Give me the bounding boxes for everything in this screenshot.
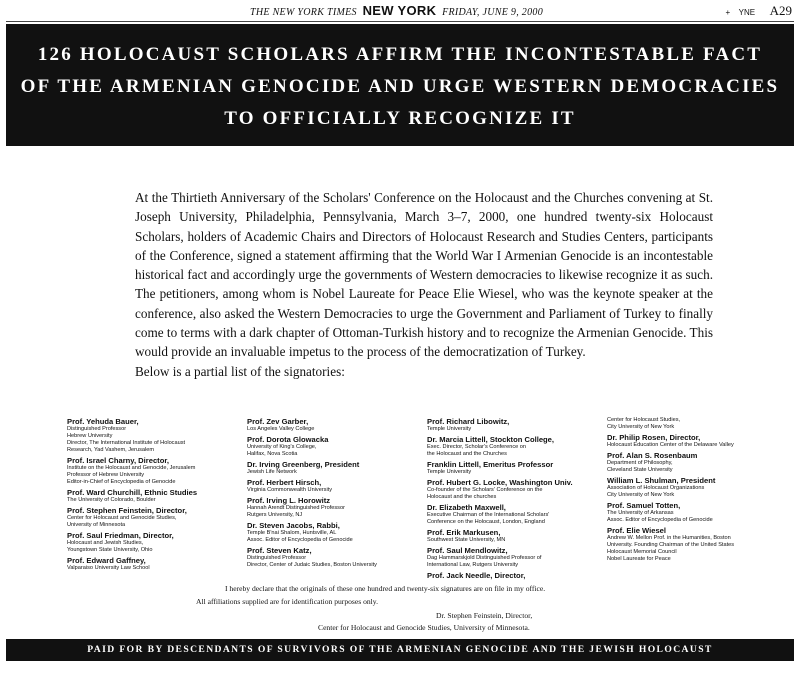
signatory-name: Prof. Steven Katz, bbox=[247, 546, 312, 555]
signatory-name: Prof. Zev Garber, bbox=[247, 417, 309, 426]
signatory bbox=[427, 571, 607, 580]
headline-line-3: TO OFFICIALLY RECOGNIZE IT bbox=[224, 108, 576, 129]
signatory-affiliation: University. Founding Chairman of the United States bbox=[607, 542, 735, 548]
signatory-affiliation: The University of Arkansas bbox=[607, 510, 674, 516]
signatory-name: Prof. Irving L. Horowitz bbox=[247, 496, 331, 505]
masthead-title bbox=[250, 3, 543, 18]
signatory-affiliation: Distinguished Professor bbox=[67, 426, 127, 432]
signatory-affiliation: Distinguished Professor bbox=[247, 555, 307, 561]
signatories-column-3 bbox=[427, 417, 607, 582]
signatory-affiliation: Temple University bbox=[427, 426, 472, 432]
signatory-affiliation: Professor of Hebrew University bbox=[67, 472, 145, 478]
signatory bbox=[247, 521, 427, 544]
masthead bbox=[0, 0, 800, 20]
signatory-affiliation: Assoc. Editor of Encyclopedia of Genocide bbox=[607, 517, 713, 523]
signatory bbox=[427, 528, 607, 544]
signatory-affiliation: Temple B'nai Shalom, Huntsville, AL bbox=[247, 530, 337, 536]
signatory-affiliation: Conference on the Holocaust, London, England bbox=[427, 519, 545, 525]
signatory-affiliation: City University of New York bbox=[607, 424, 675, 430]
signer-center: Center for Holocaust and Genocide Studies, University of Minnesota. bbox=[318, 623, 530, 632]
signatory-affiliation: Holocaust and the churches bbox=[427, 494, 497, 500]
signatory-affiliation: Center for Holocaust and Genocide Studies, bbox=[67, 515, 177, 521]
signatory-affiliation: Valparaiso University Law School bbox=[67, 565, 150, 571]
signatory-affiliation: Dag Hammarskjold Distinguished Professor of bbox=[427, 555, 542, 561]
signatory-name: Prof. Dorota Glowacka bbox=[247, 435, 329, 444]
masthead-paper: THE NEW YORK TIMES bbox=[250, 7, 357, 18]
signatory-name: Franklin Littell, Emeritus Professor bbox=[427, 460, 554, 469]
signatory bbox=[607, 417, 787, 431]
signatory bbox=[247, 478, 427, 494]
edition-code: YNE bbox=[738, 8, 756, 17]
signatory-affiliation: Temple University bbox=[427, 469, 472, 475]
signatory-name: Prof. Alan S. Rosenbaum bbox=[607, 451, 698, 460]
signatory-affiliation: Editor-in-Chief of Encyclopedia of Genocide bbox=[67, 479, 176, 485]
signatory-affiliation: Hannah Arendt Distinguished Professor bbox=[247, 505, 345, 511]
headline-line-1: 126 HOLOCAUST SCHOLARS AFFIRM THE INCONTESTABLE FACT bbox=[37, 44, 763, 65]
signatory-affiliation: The University of Colorado, Boulder bbox=[67, 497, 156, 503]
signatory-name: Prof. Jack Needle, Director, bbox=[427, 571, 526, 580]
signatory-affiliation: Los Angeles Valley College bbox=[247, 426, 315, 432]
signatory bbox=[607, 451, 787, 474]
signatory-name: Prof. Herbert Hirsch, bbox=[247, 478, 322, 487]
masthead-date: FRIDAY, JUNE 9, 2000 bbox=[442, 7, 544, 18]
signatory bbox=[67, 556, 247, 572]
masthead-section: NEW YORK bbox=[362, 3, 437, 18]
signatory bbox=[427, 478, 607, 501]
signatory-affiliation: Director, Center of Judaic Studies, Boston University bbox=[247, 562, 377, 568]
signatory-name: Prof. Yehuda Bauer, bbox=[67, 417, 139, 426]
signatory bbox=[427, 503, 607, 526]
signatory bbox=[427, 460, 607, 476]
signatory-affiliation: Holocaust and Jewish Studies, bbox=[67, 540, 144, 546]
signatory bbox=[247, 546, 427, 569]
affiliations-note: All affiliations supplied are for identification purposes only. bbox=[196, 597, 378, 606]
signatory bbox=[67, 506, 247, 529]
signatory-name: Prof. Saul Friedman, Director, bbox=[67, 531, 174, 540]
headline-line-2: OF THE ARMENIAN GENOCIDE AND URGE WESTERN DEMOCRACIES bbox=[20, 76, 780, 97]
signatory-affiliation: Virginia Commonwealth University bbox=[247, 487, 333, 493]
signatory bbox=[247, 417, 427, 433]
signatory-affiliation: City University of New York bbox=[607, 492, 675, 498]
signatory bbox=[247, 460, 427, 476]
signatories-intro: Below is a partial list of the signatories: bbox=[135, 363, 345, 379]
signatory bbox=[67, 417, 247, 454]
registration-mark: + bbox=[725, 8, 731, 17]
signatory-affiliation: Holocaust Memorial Council bbox=[607, 549, 677, 555]
page-number: A29 bbox=[769, 3, 792, 18]
signatory-affiliation: Halifax, Nova Scotia bbox=[247, 451, 298, 457]
signatory-name: Prof. Erik Markusen, bbox=[427, 528, 501, 537]
statement-body bbox=[135, 188, 713, 381]
signatory bbox=[607, 501, 787, 524]
signatory-affiliation: Southwest State University, MN bbox=[427, 537, 506, 543]
signatory-name: Prof. Richard Libowitz, bbox=[427, 417, 510, 426]
signatory bbox=[67, 456, 247, 486]
signer-name: Dr. Stephen Feinstein, Director, bbox=[436, 611, 533, 620]
signatory-name: Dr. Steven Jacobs, Rabbi, bbox=[247, 521, 340, 530]
signatory-affiliation: Nobel Laureate for Peace bbox=[607, 556, 671, 562]
signatories-column-4 bbox=[607, 417, 787, 565]
signatory-affiliation: Center for Holocaust Studies, bbox=[607, 417, 681, 423]
signatory-affiliation: Co-founder of the Scholars' Conference on the bbox=[427, 487, 543, 493]
paid-for-footer: PAID FOR BY DESCENDANTS OF SURVIVORS OF THE ARMENIAN GENOCIDE AND THE JEWISH HOLOCAUST bbox=[6, 639, 794, 661]
signatory-affiliation: Institute on the Holocaust and Genocide, Jerusalem bbox=[67, 465, 196, 471]
signatory-affiliation: Hebrew University bbox=[67, 433, 113, 439]
signatory bbox=[427, 417, 607, 433]
signatory-affiliation: University of Minnesota bbox=[67, 522, 126, 528]
signatory-affiliation: Exec. Director, Scholar's Conference on bbox=[427, 444, 527, 450]
signatory-affiliation: University of King's College, bbox=[247, 444, 317, 450]
signatory bbox=[427, 435, 607, 458]
signatory-affiliation: Jewish Life Network bbox=[247, 469, 297, 475]
signatory bbox=[607, 476, 787, 499]
signatories-column-2 bbox=[247, 417, 427, 571]
declaration: I hereby declare that the originals of these one hundred and twenty-six signatures are on file in my office. bbox=[225, 584, 546, 593]
signatory-name: Prof. Hubert G. Locke, Washington Univ. bbox=[427, 478, 573, 487]
signatory-name: Dr. Marcia Littell, Stockton College, bbox=[427, 435, 555, 444]
signatory-affiliation: Assoc. Editor of Encyclopedia of Genocide bbox=[247, 537, 353, 543]
signatory-affiliation: International Law, Rutgers University bbox=[427, 562, 519, 568]
signatory-affiliation: the Holocaust and the Churches bbox=[427, 451, 507, 457]
signatory-affiliation: Cleveland State University bbox=[607, 467, 673, 473]
signatories-column-1 bbox=[67, 417, 247, 574]
signatory-affiliation: Rutgers University, NJ bbox=[247, 512, 303, 518]
signatory-affiliation: Department of Philosophy, bbox=[607, 460, 673, 466]
signatory-name: Prof. Saul Mendlowitz, bbox=[427, 546, 508, 555]
signatory-name: Prof. Stephen Feinstein, Director, bbox=[67, 506, 187, 515]
signatory-affiliation: Executive Chairman of the International Scholars' bbox=[427, 512, 550, 518]
signatory-name: Dr. Philip Rosen, Director, bbox=[607, 433, 701, 442]
signatory-name: Prof. Edward Gaffney, bbox=[67, 556, 146, 565]
signatory-affiliation: Holocaust Education Center of the Delaware Valley bbox=[607, 442, 734, 448]
headline-banner bbox=[6, 24, 794, 146]
signatory-affiliation: Association of Holocaust Organizations bbox=[607, 485, 705, 491]
signatory bbox=[67, 531, 247, 554]
signatory-name: Dr. Elizabeth Maxwell, bbox=[427, 503, 506, 512]
signatory bbox=[427, 546, 607, 569]
signatory-name: Prof. Ward Churchill, Ethnic Studies bbox=[67, 488, 198, 497]
signatory bbox=[607, 433, 787, 449]
masthead-rule bbox=[6, 21, 794, 22]
signatory bbox=[247, 496, 427, 519]
signatory-name: Dr. Irving Greenberg, President bbox=[247, 460, 360, 469]
masthead-page-info bbox=[725, 3, 792, 19]
signatory bbox=[67, 488, 247, 504]
signatory-affiliation: Director, The International Institute of Holocaust bbox=[67, 440, 186, 446]
signatory-name: Prof. Israel Charny, Director, bbox=[67, 456, 169, 465]
signatory-affiliation: Youngstown State University, Ohio bbox=[67, 547, 153, 553]
statement-paragraph: At the Thirtieth Anniversary of the Scholars' Conference on the Holocaust and the Churches convening at St. Joseph University, Philadelphia, Pennsylvania, March 3–7, 2000, one hundred twenty-six Holocaust Scholars, holders of Academic Chairs and Directors of Holocaust Research and Studies Centers, participants of the Conference, signed a statement affirming that the World War I Armenian Genocide is an incontestable historical fact and accordingly urge the governments of Western democracies to likewise recognize it as such. The petitioners, among whom is Nobel Laureate for Peace Elie Wiesel, who was the keynote speaker at the conference, also asked the Western Democracies to urge the Government and Parliament of Turkey to finally come to terms with a dark chapter of Ottoman-Turkish history and to recognize the Armenian Genocide. This would provide an invaluable impetus to the process of the democratization of Turkey. bbox=[135, 190, 713, 360]
signatory-affiliation: Andrew W. Mellon Prof. in the Humanities, Boston bbox=[607, 535, 731, 541]
signatory-affiliation: Research, Yad Vashem, Jerusalem bbox=[67, 447, 155, 453]
signatory-name: William L. Shulman, President bbox=[607, 476, 716, 485]
signatory-name: Prof. Elie Wiesel bbox=[607, 526, 667, 535]
signatory bbox=[607, 526, 787, 563]
signatory bbox=[247, 435, 427, 458]
signatory-name: Prof. Samuel Totten, bbox=[607, 501, 681, 510]
